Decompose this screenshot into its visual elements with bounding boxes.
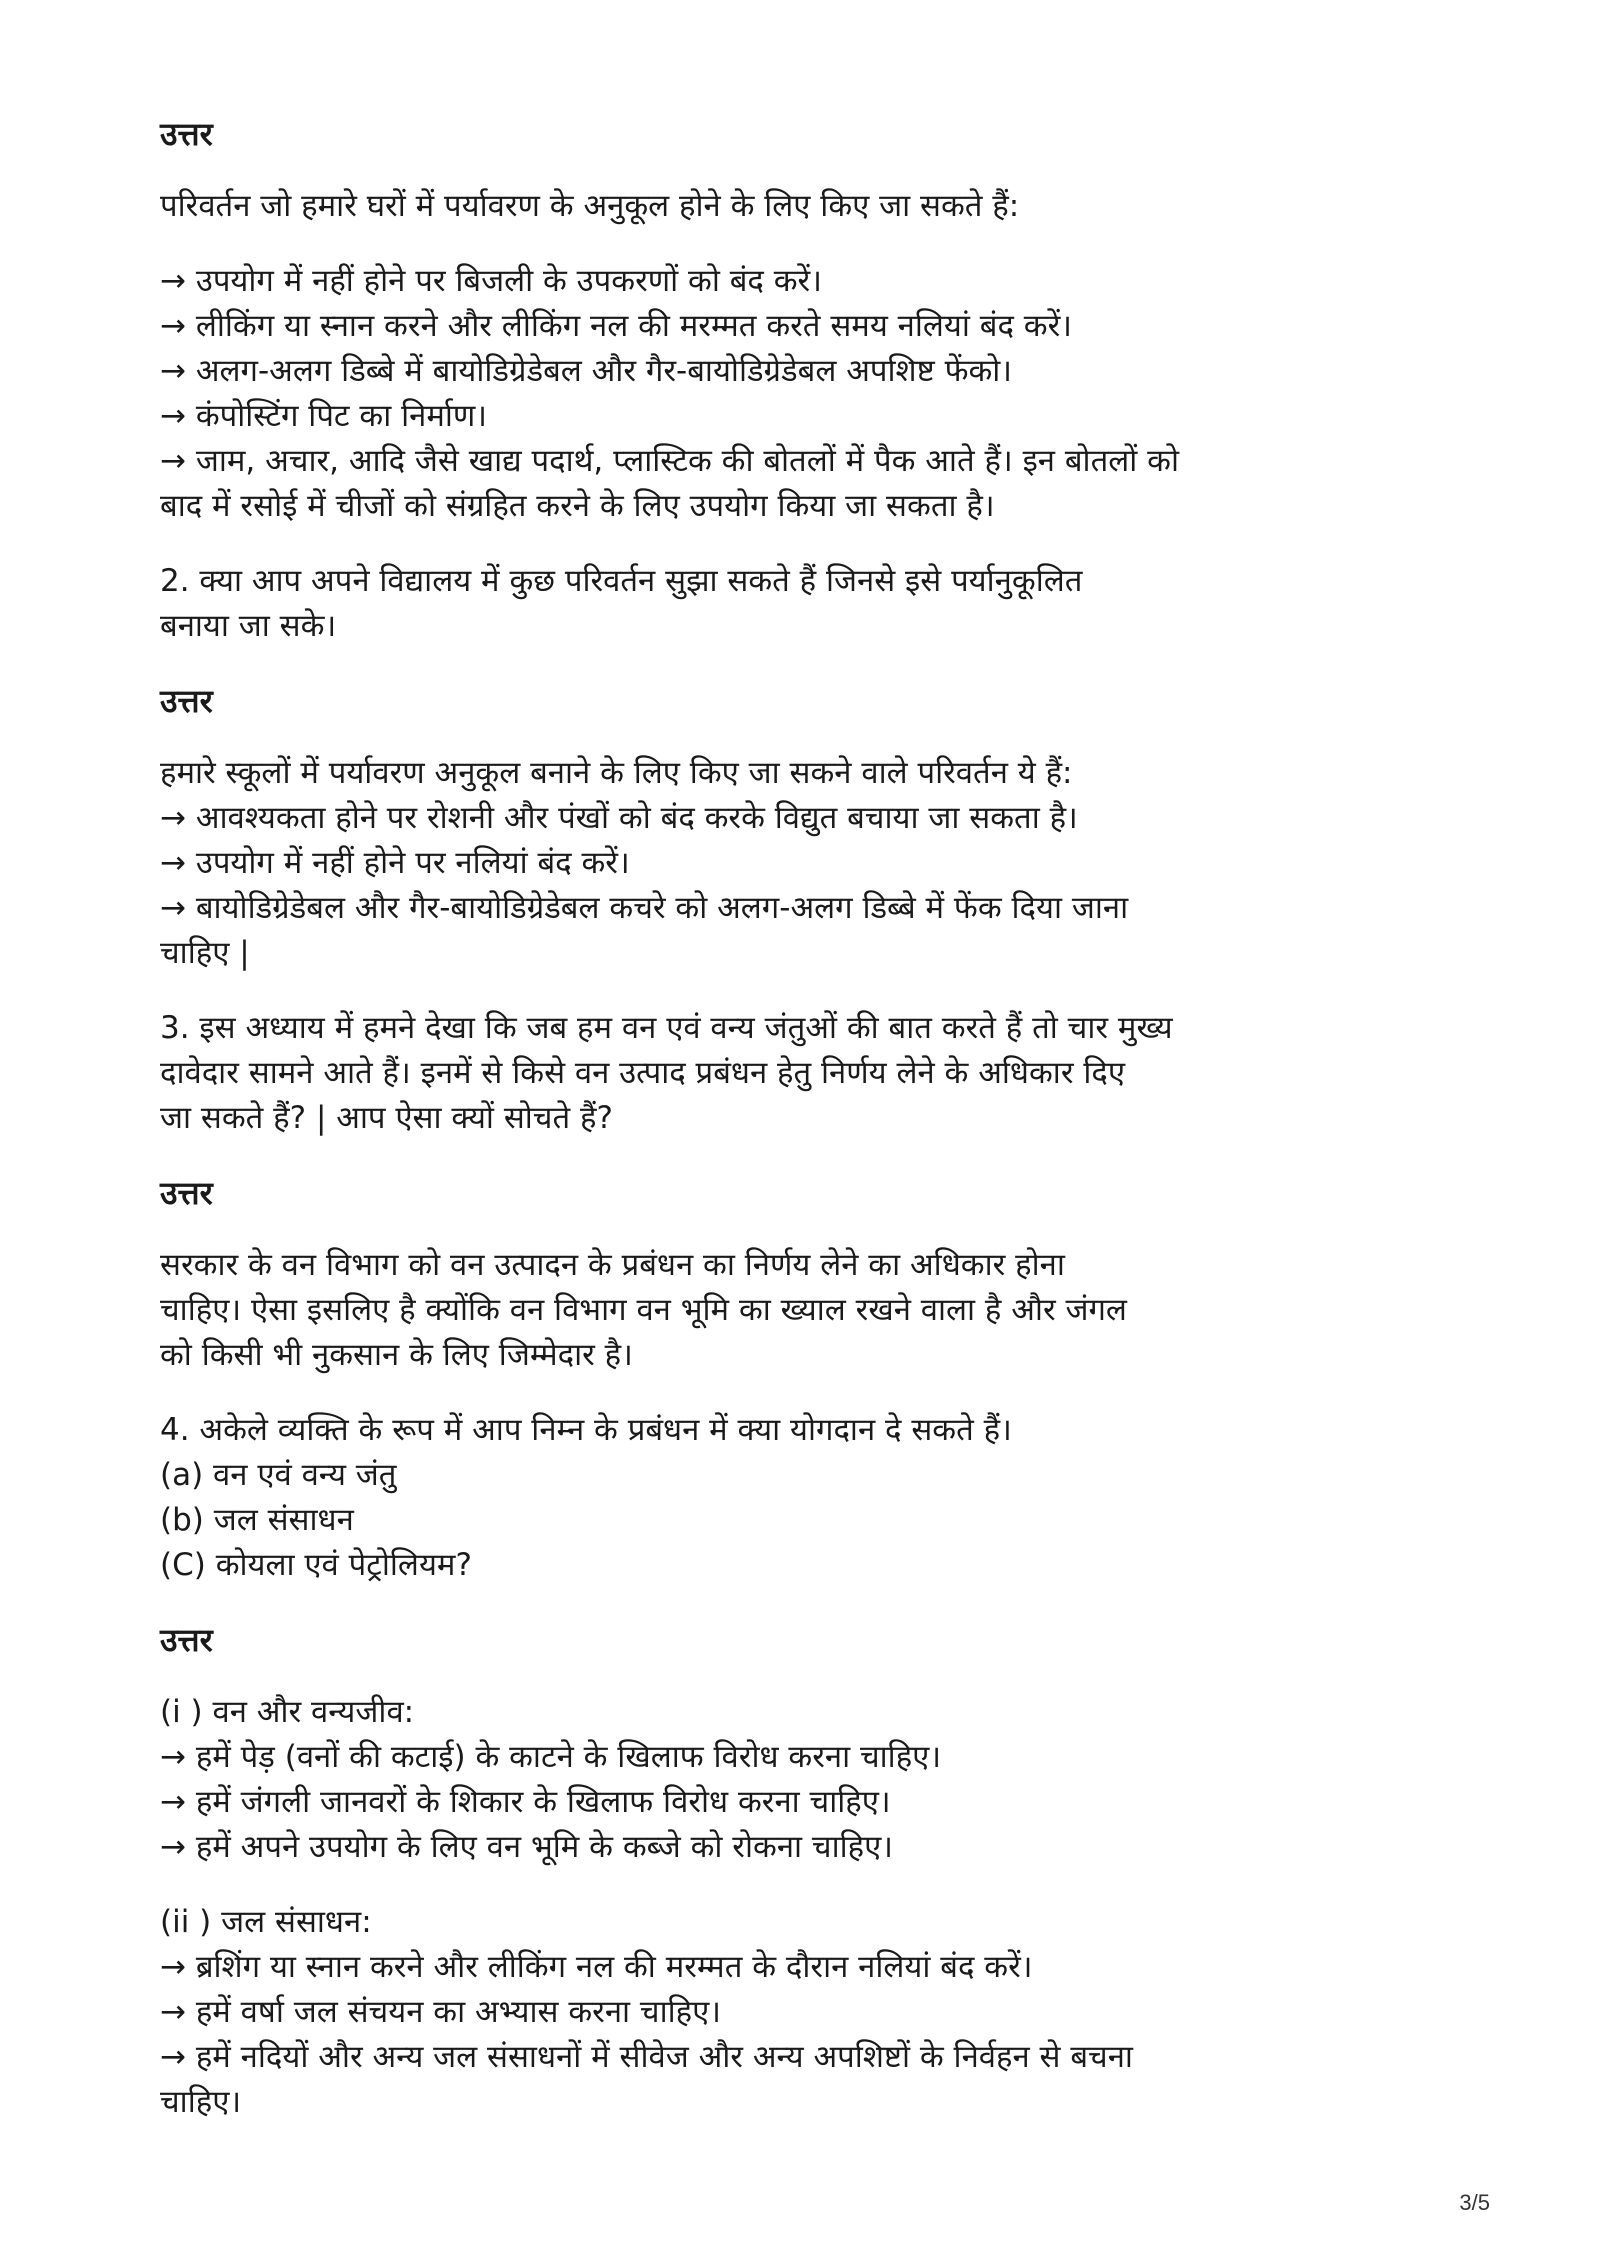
text-line: → लीकिंग या स्नान करने और लीकिंग नल की मरम्मत करते समय नलियां बंद करें। bbox=[160, 308, 1073, 344]
text-line: → हमें पेड़ (वनों की कटाई) के काटने के खिलाफ विरोध करना चाहिए। bbox=[160, 1739, 942, 1775]
paragraph bbox=[160, 1690, 1450, 1870]
answer-heading: उत्तर bbox=[160, 115, 213, 153]
text-line: जा सकते हैं? | आप ऐसा क्यों सोचते हैं? bbox=[160, 1100, 613, 1136]
answer-heading: उत्तर bbox=[160, 1174, 213, 1212]
page-number: 3/5 bbox=[1459, 2190, 1490, 2215]
text-line: (ii ) जल संसाधन: bbox=[160, 1904, 372, 1940]
text-line: (C) कोयला एवं पेट्रोलियम? bbox=[160, 1547, 472, 1583]
text-line: हमारे स्कूलों में पर्यावरण अनुकूल बनाने के लिए किए जा सकने वाले परिवर्तन ये हैं: bbox=[160, 755, 1073, 791]
text-line: → आवश्यकता होने पर रोशनी और पंखों को बंद करके विद्युत बचाया जा सकता है। bbox=[160, 800, 1078, 836]
text-line: → अलग-अलग डिब्बे में बायोडिग्रेडेबल और गैर-बायोडिग्रेडेबल अपशिष्ट फेंको। bbox=[160, 353, 1013, 389]
text-line: → हमें नदियों और अन्य जल संसाधनों में सीवेज और अन्य अपशिष्टों के निर्वहन से बचना bbox=[160, 2039, 1133, 2075]
text-line: → ब्रशिंग या स्नान करने और लीकिंग नल की मरम्मत के दौरान नलियां बंद करें। bbox=[160, 1949, 1033, 1985]
text-line: → हमें वर्षा जल संचयन का अभ्यास करना चाहिए। bbox=[160, 1994, 722, 2030]
paragraph bbox=[160, 259, 1450, 529]
answer-heading: उत्तर bbox=[160, 682, 213, 720]
text-line: 3. इस अध्याय में हमने देखा कि जब हम वन एवं वन्य जंतुओं की बात करते हैं तो चार मुख्य bbox=[160, 1010, 1173, 1046]
text-line: → जाम, अचार, आदि जैसे खाद्य पदार्थ, प्लास्टिक की बोतलों में पैक आते हैं। इन बोतलों को bbox=[160, 443, 1179, 479]
text-line: दावेदार सामने आते हैं। इनमें से किसे वन उत्पाद प्रबंधन हेतु निर्णय लेने के अधिकार दिए bbox=[160, 1055, 1125, 1091]
answer-heading: उत्तर bbox=[160, 1621, 213, 1659]
paragraph bbox=[160, 751, 1450, 976]
text-line: → हमें जंगली जानवरों के शिकार के खिलाफ विरोध करना चाहिए। bbox=[160, 1784, 891, 1820]
text-line: → बायोडिग्रेडेबल और गैर-बायोडिग्रेडेबल कचरे को अलग-अलग डिब्बे में फेंक दिया जाना bbox=[160, 890, 1129, 926]
text-line: 4. अकेले व्यक्ति के रूप में आप निम्न के प्रबंधन में क्या योगदान दे सकते हैं। bbox=[160, 1412, 1012, 1448]
text-line: → उपयोग में नहीं होने पर बिजली के उपकरणों को बंद करें। bbox=[160, 263, 822, 299]
text-line: (a) वन एवं वन्य जंतु bbox=[160, 1457, 397, 1493]
paragraph bbox=[160, 1006, 1450, 1141]
text-line: सरकार के वन विभाग को वन उत्पादन के प्रबंधन का निर्णय लेने का अधिकार होना bbox=[160, 1247, 1065, 1283]
paragraph bbox=[160, 1408, 1450, 1588]
text-line: → कंपोस्टिंग पिट का निर्माण। bbox=[160, 398, 488, 434]
text-line: बाद में रसोई में चीजों को संग्रहित करने के लिए उपयोग किया जा सकता है। bbox=[160, 488, 995, 524]
text-line: 2. क्या आप अपने विद्यालय में कुछ परिवर्तन सुझा सकते हैं जिनसे इसे पर्यानुकूलित bbox=[160, 563, 1083, 599]
text-line: बनाया जा सके। bbox=[160, 608, 337, 644]
text-line: → हमें अपने उपयोग के लिए वन भूमि के कब्जे को रोकना चाहिए। bbox=[160, 1829, 894, 1865]
paragraph bbox=[160, 1900, 1450, 2125]
text-line: → उपयोग में नहीं होने पर नलियां बंद करें। bbox=[160, 845, 630, 881]
paragraph bbox=[160, 1243, 1450, 1378]
page-content bbox=[160, 112, 1450, 2155]
text-line: चाहिए। bbox=[160, 2084, 242, 2120]
text-line: (b) जल संसाधन bbox=[160, 1502, 354, 1538]
text-line: को किसी भी नुकसान के लिए जिम्मेदार है। bbox=[160, 1337, 633, 1373]
text-line: चाहिए। ऐसा इसलिए है क्योंकि वन विभाग वन भूमि का ख्याल रखने वाला है और जंगल bbox=[160, 1292, 1127, 1328]
text-line: चाहिए | bbox=[160, 935, 250, 971]
paragraph bbox=[160, 184, 1450, 229]
text-line: परिवर्तन जो हमारे घरों में पर्यावरण के अनुकूल होने के लिए किए जा सकते हैं: bbox=[160, 188, 1020, 224]
paragraph bbox=[160, 559, 1450, 649]
text-line: (i ) वन और वन्यजीव: bbox=[160, 1694, 415, 1730]
